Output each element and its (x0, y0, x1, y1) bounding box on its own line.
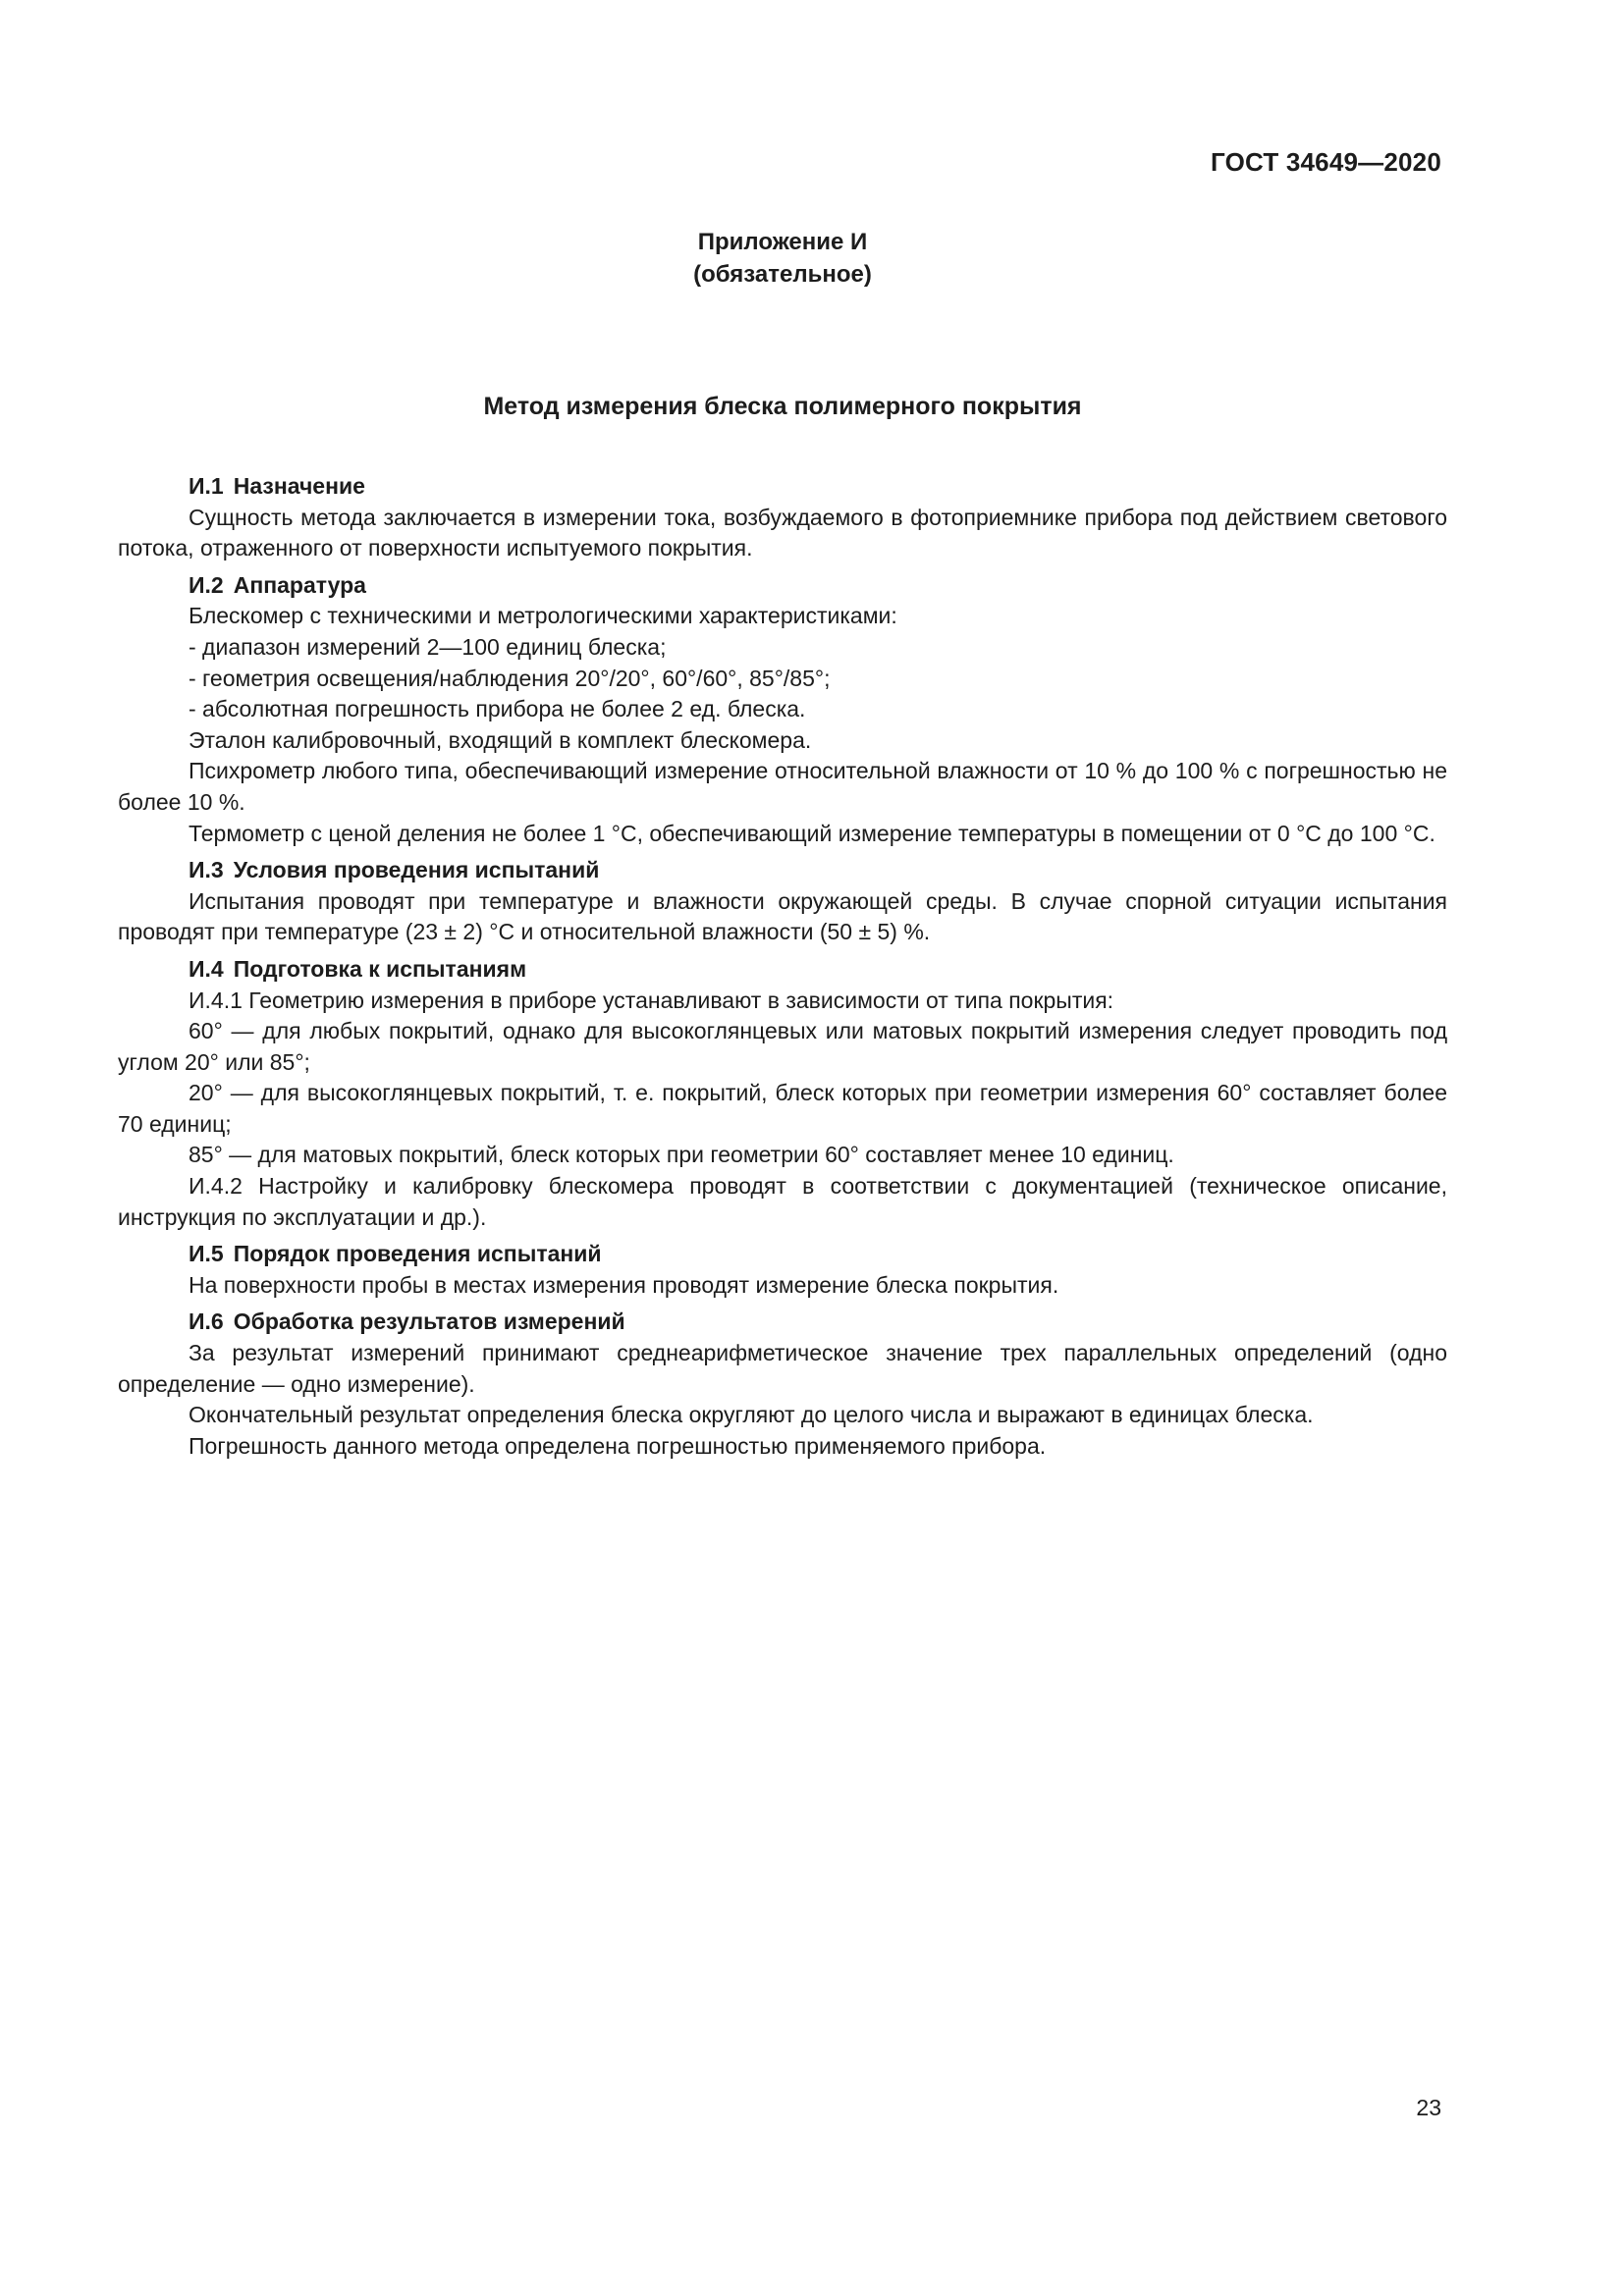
section-title: Подготовка к испытаниям (233, 955, 527, 982)
paragraph: За результат измерений принимают среднеарифметическое значение трех параллельных определений (одно определение — одно измерение). (118, 1340, 1447, 1397)
paragraph: Психрометр любого типа, обеспечивающий измерение относительной влажности от 10 % до 100 % с погрешностью не более 10 %. (118, 758, 1447, 815)
paragraph: 20° — для высокоглянцевых покрытий, т. е. покрытий, блеск которых при геометрии измерения 60° составляет более 70 единиц; (118, 1080, 1447, 1137)
section-heading-5 (118, 1239, 1447, 1270)
paragraph: И.4.1 Геометрию измерения в приборе устанавливают в зависимости от типа покрытия: (189, 987, 1114, 1013)
paragraph: Термометр с ценой деления не более 1 °С, обеспечивающий измерение температуры в помещении от 0 °С до 100 °С. (189, 820, 1435, 846)
paragraph: Погрешность данного метода определена погрешностью применяемого прибора. (189, 1432, 1047, 1459)
paragraph: 85° — для матовых покрытий, блеск которых при геометрии 60° составляет менее 10 единиц. (189, 1142, 1174, 1168)
section-title: Аппаратура (233, 571, 366, 598)
section-number: И.5 (189, 1241, 224, 1267)
paragraph: Эталон калибровочный, входящий в комплект блескомера. (189, 726, 812, 753)
document-body (118, 471, 1447, 1462)
section-title: Назначение (233, 473, 365, 499)
section-heading-4 (118, 954, 1447, 986)
paragraph: Окончательный результат определения блеска округляют до целого числа и выражают в единицах блеска. (189, 1402, 1314, 1428)
page-number: 23 (1416, 2095, 1441, 2120)
section-number: И.4 (189, 955, 224, 982)
list-item: - геометрия освещения/наблюдения 20°/20°, 60°/60°, 85°/85°; (189, 665, 831, 691)
paragraph: Сущность метода заключается в измерении тока, возбуждаемого в фотоприемнике прибора под действием светового потока, отраженного от поверхности испытуемого покрытия. (118, 504, 1447, 561)
paragraph: На поверхности пробы в местах измерения проводят измерение блеска покрытия. (189, 1271, 1059, 1298)
paragraph: 60° — для любых покрытий, однако для высокоглянцевых или матовых покрытий измерения следует проводить под углом 20° или 85°; (118, 1018, 1447, 1075)
section-heading-2 (118, 570, 1447, 602)
section-number: И.3 (189, 857, 224, 883)
section-heading-3 (118, 855, 1447, 886)
annex-status: (обязательное) (693, 261, 872, 288)
section-heading-6 (118, 1307, 1447, 1338)
section-number: И.6 (189, 1308, 224, 1335)
paragraph: Испытания проводят при температуре и влажности окружающей среды. В случае спорной ситуации испытания проводят при температуре (23 ± 2) °С и относительной влажности (50 ± 5) %. (118, 887, 1447, 945)
paragraph: И.4.2 Настройку и калибровку блескомера проводят в соответствии с документацией (техническое описание, инструкция по эксплуатации и др.). (118, 1173, 1447, 1230)
document-id: ГОСТ 34649—2020 (1211, 147, 1441, 177)
section-number: И.2 (189, 571, 224, 598)
list-item: - абсолютная погрешность прибора не более 2 ед. блеска. (189, 696, 806, 722)
section-title: Условия проведения испытаний (233, 857, 600, 883)
list-item: - диапазон измерений 2—100 единиц блеска; (189, 633, 667, 660)
method-title: Метод измерения блеска полимерного покрытия (483, 393, 1082, 420)
section-title: Порядок проведения испытаний (233, 1241, 602, 1267)
section-heading-1 (118, 471, 1447, 503)
section-title: Обработка результатов измерений (233, 1308, 625, 1335)
paragraph: Блескомер с техническими и метрологическими характеристиками: (189, 603, 897, 629)
annex-title: Приложение И (697, 229, 868, 255)
annex-heading (0, 226, 1565, 291)
section-number: И.1 (189, 473, 224, 499)
